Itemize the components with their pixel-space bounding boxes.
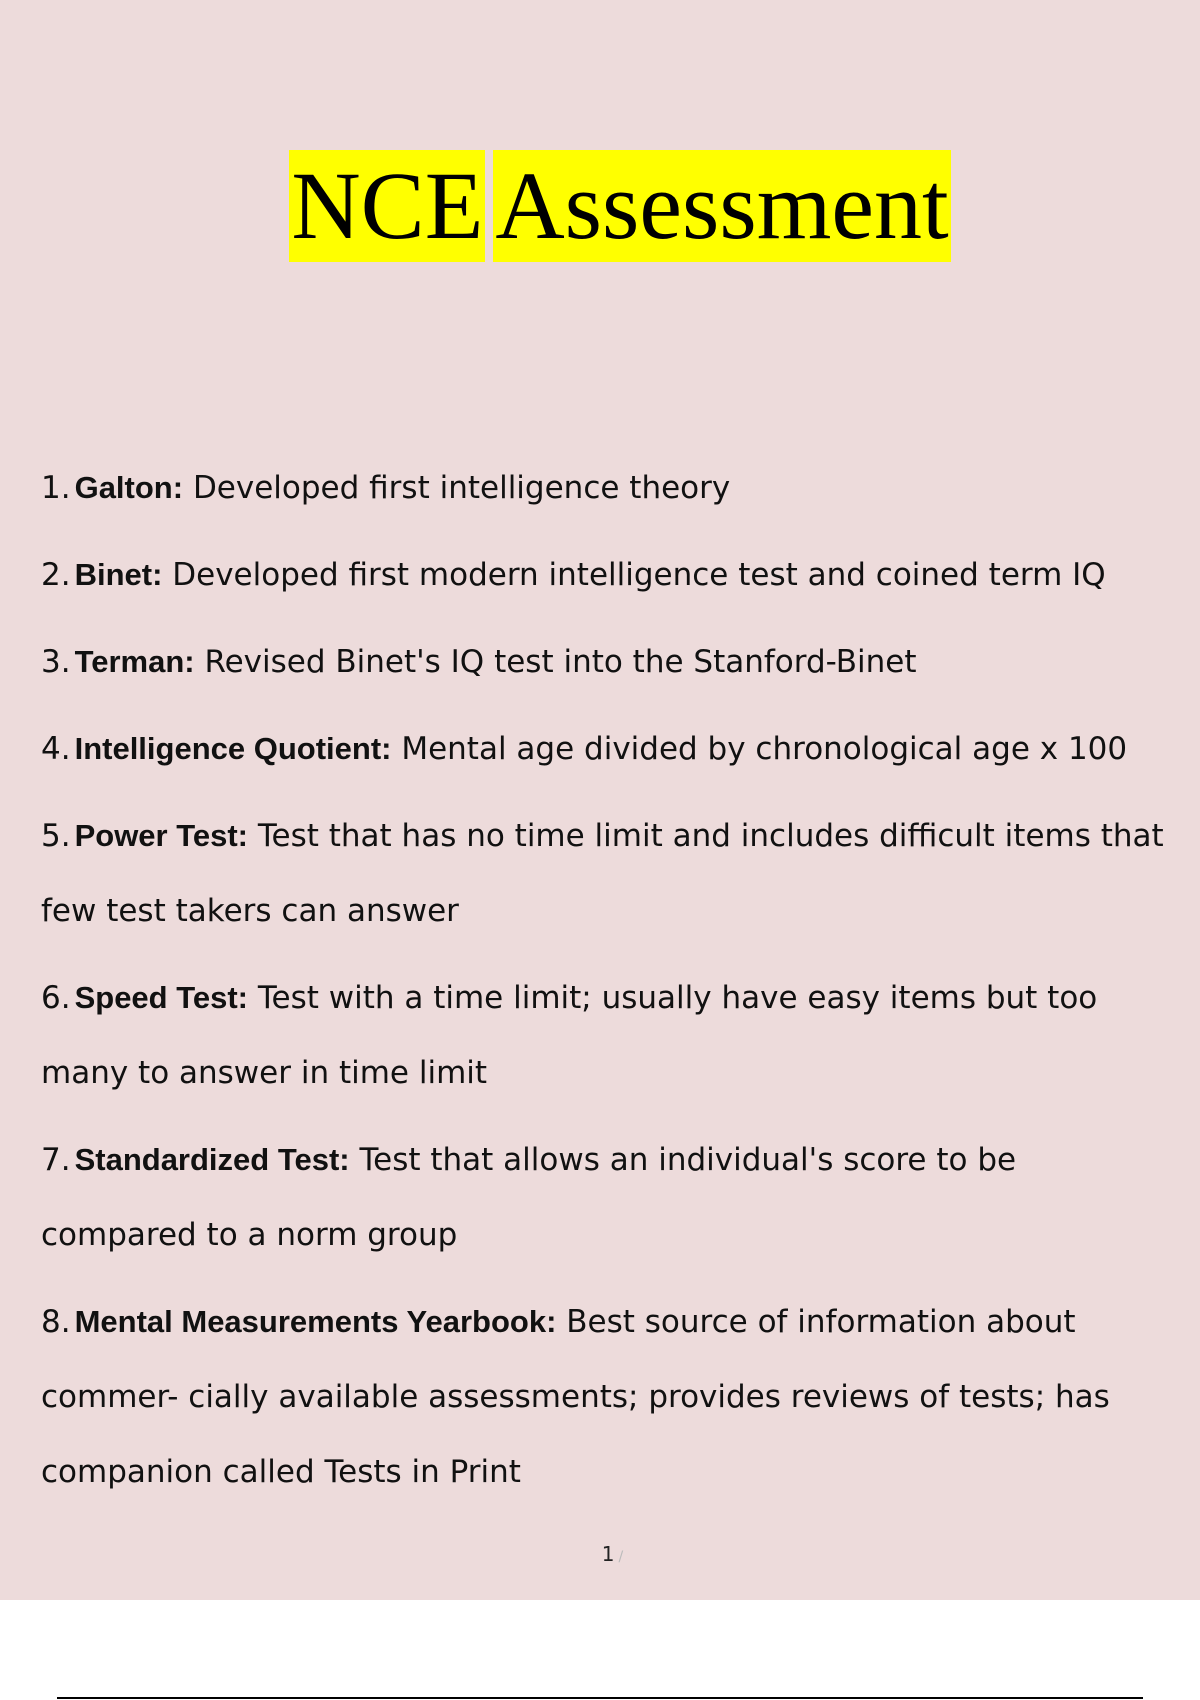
list-item: [41, 450, 1176, 526]
item-term: Binet:: [74, 557, 163, 592]
page-number: [0, 1542, 1200, 1566]
list-item: [41, 1122, 1176, 1273]
item-term: Terman:: [74, 644, 195, 679]
item-term: Galton:: [74, 470, 184, 505]
item-term: Speed Test:: [74, 980, 248, 1015]
page-title: [0, 150, 1200, 262]
item-number: 3.: [41, 644, 71, 680]
page-number-separator: /: [618, 1549, 624, 1565]
item-number: 2.: [41, 557, 71, 593]
item-term: Standardized Test:: [74, 1142, 350, 1177]
item-term: Mental Measurements Yearbook:: [74, 1304, 557, 1339]
item-definition: Revised Binet's IQ test into the Stanford-Binet: [204, 644, 917, 680]
item-number: 4.: [41, 731, 71, 767]
list-item: [41, 1284, 1176, 1510]
list-item: [41, 798, 1176, 949]
item-term: Intelligence Quotient:: [74, 731, 392, 766]
item-definition: Developed first intelligence theory: [192, 470, 731, 506]
item-term: Power Test:: [74, 818, 248, 853]
item-definition: Test with a time limit; usually have easy items but too many to answer in time limit: [41, 980, 1098, 1091]
item-definition: Test that allows an individual's score to be compared to a norm group: [41, 1142, 1017, 1253]
title-word-highlighted: Assessment: [493, 150, 950, 262]
item-number: 1.: [41, 470, 71, 506]
footer-divider: [57, 1697, 1143, 1699]
list-item: [41, 960, 1176, 1111]
item-number: 8.: [41, 1304, 71, 1340]
list-item: [41, 537, 1176, 613]
title-word-highlighted: NCE: [289, 150, 485, 262]
definition-list: [41, 450, 1176, 1521]
item-definition: Mental age divided by chronological age x 100: [401, 731, 1128, 767]
list-item: [41, 624, 1176, 700]
item-definition: Test that has no time limit and includes difficult items that few test takers can answer: [41, 818, 1164, 929]
list-item: [41, 711, 1176, 787]
item-number: 6.: [41, 980, 71, 1016]
item-number: 7.: [41, 1142, 71, 1178]
page-number-value: 1: [601, 1542, 615, 1566]
item-definition: Best source of information about commer- cially available assessments; provides reviews of tests; has companion called Tests in Print: [41, 1304, 1110, 1490]
item-number: 5.: [41, 818, 71, 854]
item-definition: Developed first modern intelligence test and coined term IQ: [172, 557, 1106, 593]
